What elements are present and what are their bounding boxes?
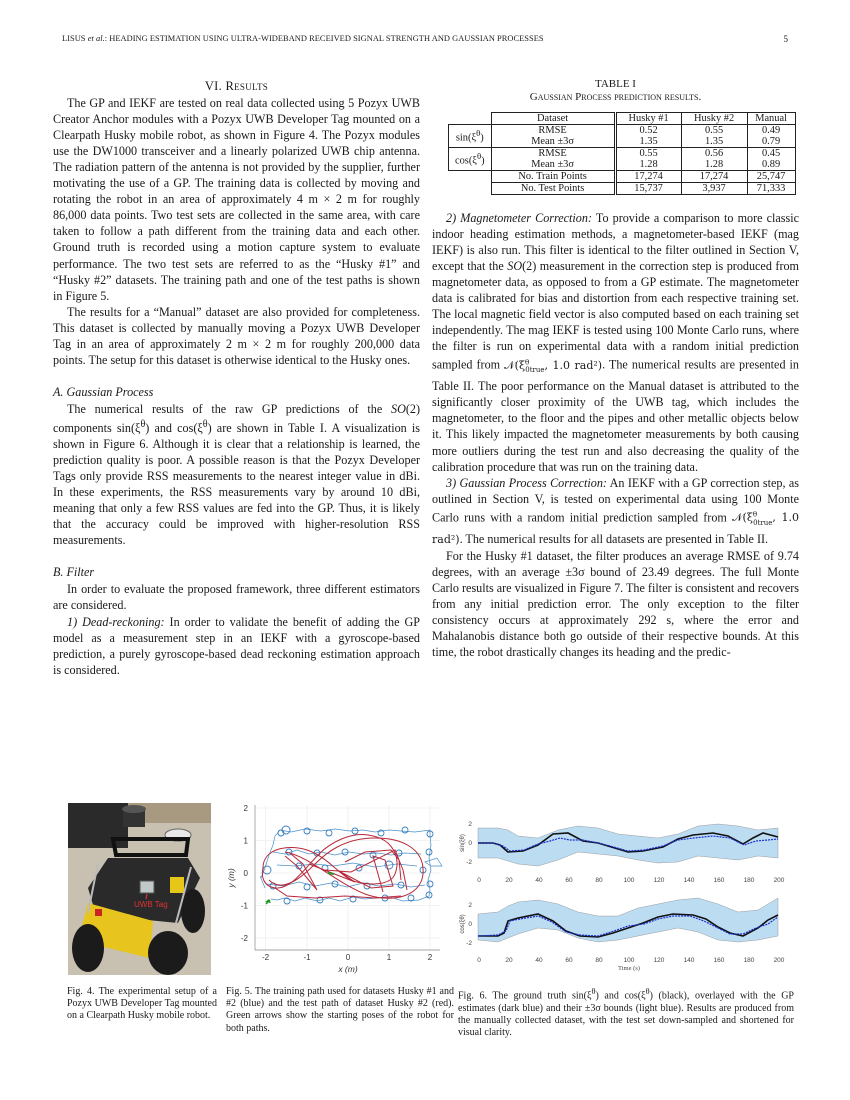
row-label-cos xyxy=(449,148,492,171)
table-row xyxy=(449,136,796,148)
empty-cell xyxy=(449,113,492,125)
runin-heading: 2) Magnetometer Correction: xyxy=(446,211,592,225)
text: ) (black), overlayed with the GP estimates (dark blue) and their ±3σ bounds (light blue). Results are produced from the manually collected dataset, with the test set down-sampled and shortened for visual clarity. xyxy=(458,990,794,1038)
metric-cell: No. Test Points xyxy=(491,183,615,195)
x-tick: 2 xyxy=(427,953,433,962)
math-theta: θ xyxy=(645,987,650,996)
x-tick: 180 xyxy=(743,957,755,964)
x-tick: -2 xyxy=(261,953,270,962)
x-tick: 60 xyxy=(565,877,573,884)
section-number: VI. xyxy=(204,79,226,93)
paragraph-filter-intro: In order to evaluate the proposed framework, three different estimators are considered. xyxy=(53,582,420,613)
metric-cell: Mean ±3σ xyxy=(491,136,615,148)
figure-4-caption: Fig. 4. The experimental setup of a Pozyx UWB Developer Tag mounted on a Clearpath Husky mobile robot. xyxy=(67,986,217,1022)
subsection-heading-gp: A. Gaussian Process xyxy=(53,384,154,399)
running-head-title: : HEADING ESTIMATION USING ULTRA-WIDEBAND RECEIVED SIGNAL STRENGTH AND GAUSSIAN PROCESSES xyxy=(104,34,544,43)
text: Fig. 6. The ground truth sin(ξ xyxy=(458,990,592,1002)
metric-cell: Mean ±3σ xyxy=(491,159,615,171)
x-tick: 40 xyxy=(535,957,543,964)
x-tick: 140 xyxy=(683,877,695,884)
math-so: SO xyxy=(391,401,406,416)
runin-heading: 1) Dead-reckoning: xyxy=(67,614,165,629)
test-path xyxy=(262,835,423,899)
value-cell: 1.28 xyxy=(615,159,681,171)
text: To provide a comparison to more classic indoor heading estimation methods, a magnetometer-based IEKF (mag IEKF) is also run. This filter is identical to the filter outlined in Section V, except that the xyxy=(432,211,800,274)
running-header xyxy=(62,34,788,48)
math-theta: θ xyxy=(591,987,596,996)
text: ) and cos(ξ xyxy=(595,990,646,1002)
value-cell: 71,333 xyxy=(747,183,795,195)
y-tick: 2 xyxy=(468,902,472,909)
paragraph-gp-results xyxy=(53,401,420,548)
x-tick-labels xyxy=(262,953,433,962)
x-tick: 100 xyxy=(623,957,635,964)
timeseries-svg xyxy=(458,800,798,980)
y-tick: 0 xyxy=(468,840,472,847)
figure-row xyxy=(60,800,800,1060)
y-tick: -2 xyxy=(240,934,248,943)
paragraph-gp-correction xyxy=(432,475,799,548)
text: In order to validate the benefit of adding the GP model as a measurement step in an IEKF with a gyroscope-based prediction, a purely gyroscope-based dead reckoning estimation approach is considered. xyxy=(53,614,421,677)
time-axis-label: Time (s) xyxy=(618,965,640,972)
text: . The numerical results for all datasets are presented in Table II. xyxy=(459,531,769,546)
value-cell: 17,274 xyxy=(615,171,681,183)
page-number: 5 xyxy=(783,34,788,44)
header-cell: Husky #1 xyxy=(615,113,681,125)
y-tick: -2 xyxy=(466,940,472,947)
x-tick: 20 xyxy=(505,957,513,964)
table-label: TABLE I xyxy=(595,78,636,90)
math-theta: θ xyxy=(140,418,146,430)
table-header-row xyxy=(449,113,796,125)
x-tick: 200 xyxy=(773,877,785,884)
empty-cell xyxy=(449,183,492,195)
y-tick: -2 xyxy=(466,859,472,866)
sin-bounds xyxy=(478,824,778,866)
value-cell: 0.79 xyxy=(747,136,795,148)
value-cell: 1.35 xyxy=(681,136,747,148)
header-cell: Husky #2 xyxy=(681,113,747,125)
sin-y-axis-label: sin(ξθ) xyxy=(460,834,466,852)
sin-x-ticks xyxy=(477,877,785,884)
empty-cell xyxy=(449,171,492,183)
text: ) xyxy=(481,155,485,167)
header-cell: Manual xyxy=(747,113,795,125)
figure-6-caption xyxy=(458,986,794,1039)
x-tick: 0 xyxy=(477,877,481,884)
text: (2) measurement in the correction step is produced from magnetometer data, as opposed to from a GP estimate. The magnetometer data is calibrated for bias and distortion from each respective training set. The local magnetic field vector is also computed based on each training set independently. The mag IEKF is tested using 100 Monte Carlo runs, where the filter is run on experimental data with a random initial prediction sampled from xyxy=(432,259,799,373)
running-head-authors: LISUS xyxy=(62,34,86,43)
text: ) and cos(ξ xyxy=(145,420,203,435)
math-theta: θ xyxy=(476,151,482,162)
right-column xyxy=(432,78,799,660)
y-tick: 2 xyxy=(468,821,472,828)
x-tick: 20 xyxy=(505,877,513,884)
robot-photo xyxy=(68,803,211,975)
x-tick: 160 xyxy=(713,957,725,964)
value-cell: 0.45 xyxy=(747,148,795,160)
cos-y-ticks xyxy=(466,902,472,947)
value-cell: 17,274 xyxy=(681,171,747,183)
subsection-heading-filter: B. Filter xyxy=(53,565,95,580)
value-cell: 1.35 xyxy=(615,136,681,148)
metric-cell: RMSE xyxy=(491,148,615,160)
math-theta: θ xyxy=(525,358,530,367)
value-cell: 0.52 xyxy=(615,125,681,137)
section-title: Results xyxy=(225,79,269,93)
text: sin(ξ xyxy=(455,132,477,144)
x-tick: 40 xyxy=(535,877,543,884)
x-tick: 180 xyxy=(743,877,755,884)
paragraph-setup: The GP and IEKF are tested on real data collected using 5 Pozyx UWB Creator Anchor modules with a Pozyx UWB Developer Tag mounted on a Clearpath Husky mobile robot, as shown in Figure 4. The Pozyx modules use the DW1000 transceiver and a linearly polarized UWB chip antenna. The radiation pattern of the antenna is not provided by the supplier, further motivating the use of a GP. The training data is collected by moving and rotating the robot in an area of approximately 4 m × 2 m for roughly 86,000 data points. Two test sets are collected in the same area, with care taken to follow a path different from the training data and each other. Ground truth is recorded using a motion capture system to evaluate performance. The two test sets are referred to as the “Husky #1” and “Husky #2” datasets. The training path and one of the test paths is shown in Figure 5. xyxy=(53,96,420,303)
value-cell: 1.28 xyxy=(681,159,747,171)
math-normal-distribution xyxy=(504,358,603,375)
value-cell: 0.89 xyxy=(747,159,795,171)
cos-bounds xyxy=(478,898,778,942)
value-cell: 15,737 xyxy=(615,183,681,195)
text: An IEKF with a GP correction step, as outlined in Section V, is tested on experimental data using 100 Monte Carlo runs with a random initial prediction sampled from xyxy=(432,475,799,525)
x-tick: 0 xyxy=(345,953,351,962)
value-cell: 0.55 xyxy=(615,148,681,160)
math-theta: θ xyxy=(476,128,481,139)
text: , 1.0 rad²) xyxy=(432,511,799,546)
text: ) xyxy=(480,132,484,144)
x-tick: 60 xyxy=(565,957,573,964)
value-cell: 25,747 xyxy=(747,171,795,183)
sin-subplot xyxy=(460,821,785,884)
running-head-etal: et al. xyxy=(87,34,105,43)
uwb-tag-label: UWB Tag xyxy=(134,900,168,909)
x-tick: 120 xyxy=(653,877,665,884)
math-subscript: 0true xyxy=(753,518,773,527)
table-caption xyxy=(432,78,799,104)
x-tick: -1 xyxy=(303,953,311,962)
x-tick: 0 xyxy=(477,957,481,964)
x-tick: 120 xyxy=(653,957,665,964)
row-label-sin xyxy=(449,125,492,148)
text: (2) components sin(ξ xyxy=(53,401,420,435)
cos-x-ticks xyxy=(477,957,785,964)
y-tick: -1 xyxy=(240,901,248,911)
table-row xyxy=(449,159,796,171)
cos-y-axis-label: cos(ξθ) xyxy=(460,914,466,934)
x-tick: 1 xyxy=(386,953,392,962)
figure-6-timeseries xyxy=(458,800,798,980)
runin-heading: 3) Gaussian Process Correction: xyxy=(446,475,607,490)
y-tick: 0 xyxy=(243,869,248,878)
metric-cell: No. Train Points xyxy=(491,171,615,183)
y-tick: 2 xyxy=(243,804,248,813)
section-heading-results xyxy=(53,78,420,94)
paragraph-dead-reckoning xyxy=(53,614,420,678)
math-subscript: 0true xyxy=(525,366,545,375)
paragraph-manual-dataset: The results for a “Manual” dataset are also provided for completeness. This dataset is collected by manually moving a Pozyx UWB Developer Tag in an area of approximately 2 m × 2 m for roughly 200,000 data points. The setup for this dataset is otherwise identical to the Husky ones. xyxy=(53,304,420,367)
running-head xyxy=(62,34,544,43)
table-row xyxy=(449,171,796,183)
path-plot-svg xyxy=(225,800,450,980)
x-axis-label: x (m) xyxy=(338,964,358,974)
math-theta: θ xyxy=(752,510,758,519)
gp-results-table xyxy=(448,112,796,195)
robot-photo-illustration xyxy=(68,803,211,975)
text: 𝒩(ξ xyxy=(504,359,526,373)
text: 𝒩(ξ xyxy=(732,511,753,525)
table-row xyxy=(449,148,796,160)
header-cell: Dataset xyxy=(491,113,615,125)
cos-subplot xyxy=(460,898,785,972)
math-so: SO xyxy=(507,259,523,274)
text: cos(ξ xyxy=(455,155,477,167)
text: . The numerical results are presented in Table II. The poor performance on the Manual dataset is attributed to the significantly closer proximity of the UWB tag, which includes the magnetometer, to the floor and the pipes and other metallic objects below it. This likely impacted the magnetometer measurements by both causing more outliers during the test run and also decreasing the quality of the calibration procedure that was run on the training data. xyxy=(432,358,799,474)
metric-cell: RMSE xyxy=(491,125,615,137)
y-tick: 1 xyxy=(243,836,248,846)
y-tick-labels xyxy=(241,804,249,943)
figure-5-path-plot xyxy=(225,800,450,980)
left-column xyxy=(53,78,420,678)
y-axis-label: y (m) xyxy=(226,868,236,888)
x-tick: 200 xyxy=(773,957,785,964)
value-cell: 3,937 xyxy=(681,183,747,195)
table-title: Gaussian Process prediction results. xyxy=(529,91,702,103)
y-tick: 0 xyxy=(468,921,472,928)
text: The numerical results of the raw GP predictions of the xyxy=(67,401,391,416)
table-row xyxy=(449,183,796,195)
table-row xyxy=(449,125,796,137)
value-cell: 0.56 xyxy=(681,148,747,160)
text: ) are shown in Table I. A visualization is shown in Figure 6. Although it is clear that a relationship is learned, the prediction quality is poor. A possible reason is that the Pozyx Developer Tags only provide RSS measurements to the nearest integer value in dBi. In these experiments, the RSS measurements vary by around 10 dBi, meaning that only a few RSS values are fed into the GP. Thus, it is likely that the accuracy could be improved with higher-resolution RSS measurements. xyxy=(53,420,420,548)
value-cell: 0.55 xyxy=(681,125,747,137)
x-tick: 80 xyxy=(595,877,603,884)
paragraph-magnetometer xyxy=(432,210,799,475)
x-tick: 100 xyxy=(623,877,635,884)
paragraph-husky1-results: For the Husky #1 dataset, the filter produces an average RMSE of 9.74 degrees, with an average ±3σ bound of 23.49 degrees. The full Monte Carlo results are visualized in Figure 7. The filter is consistent and recovers from any initial prediction error. The only exception to the filter consistency occurs at approximately 292 s, where the error and Mahalanobis distance both go outside of their respective bounds. At this time, the robot drastically changes its heading and the predic- xyxy=(432,548,799,659)
x-tick: 80 xyxy=(595,957,603,964)
value-cell: 0.49 xyxy=(747,125,795,137)
sin-y-ticks xyxy=(466,821,472,866)
text: , 1.0 rad²) xyxy=(544,359,603,373)
figure-5-caption: Fig. 5. The training path used for datasets Husky #1 and #2 (blue) and the test path of dataset Husky #2 (red). Green arrows show the starting poses of the robot for both paths. xyxy=(226,986,454,1034)
x-tick: 160 xyxy=(713,877,725,884)
x-tick: 140 xyxy=(683,957,695,964)
math-theta: θ xyxy=(202,418,208,430)
